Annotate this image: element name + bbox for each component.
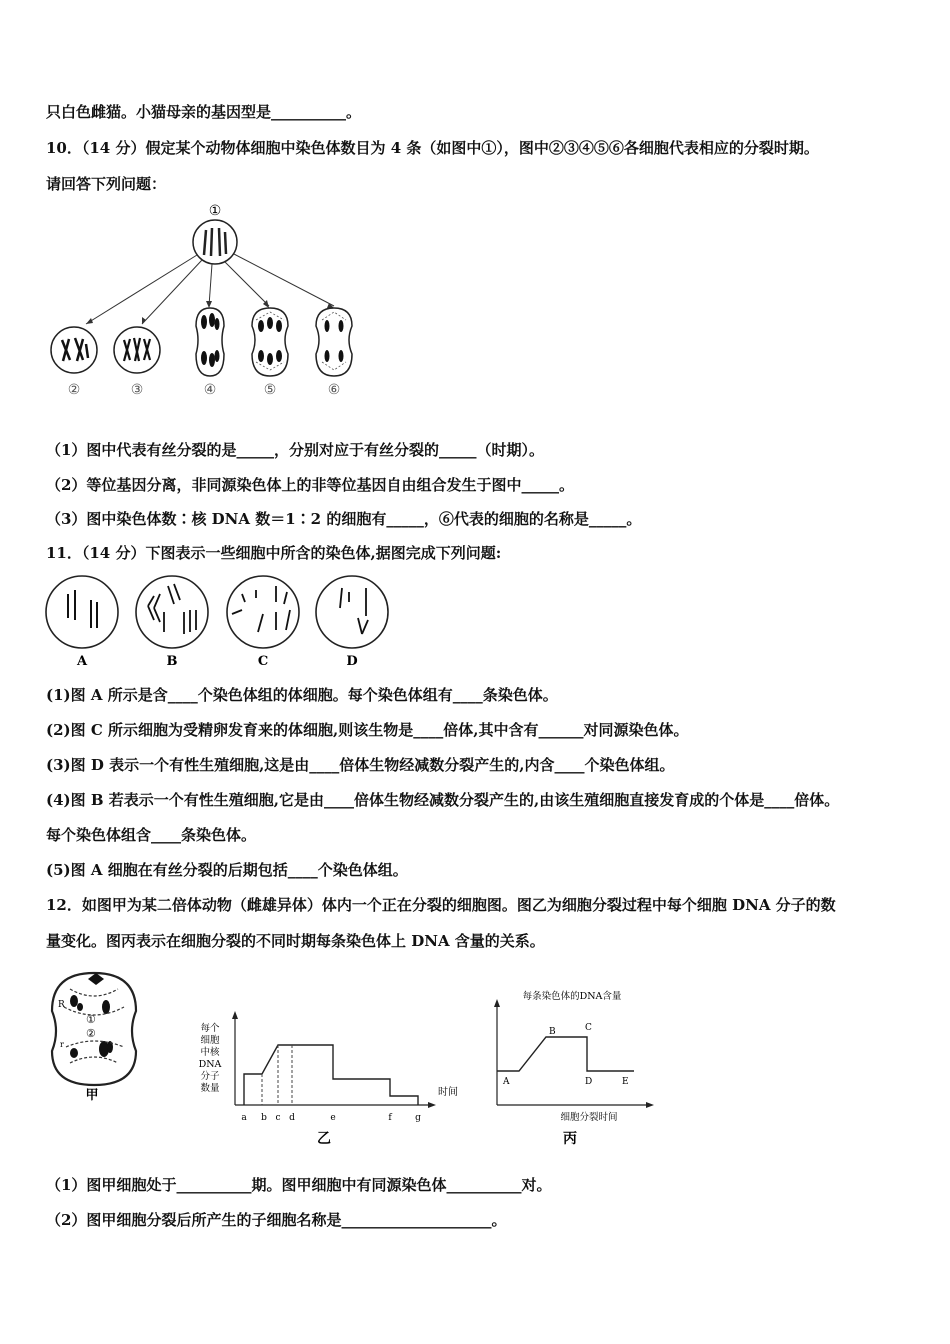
jia-label-2: ② [86, 1027, 96, 1040]
cell-1-chromosomes [204, 228, 226, 256]
jia-caption: 甲 [85, 1088, 99, 1103]
division-arrows [86, 254, 334, 324]
yi-ylabel-1: 细胞 [200, 1035, 220, 1046]
fig-label-5: ⑤ [263, 382, 277, 398]
q11-sub1: (1)图 A 所示是含____个染色体组的体细胞。每个染色体组有____条染色体。 [46, 686, 558, 704]
q10-sub2: （2）等位基因分离，非同源染色体上的非等位基因自由组合发生于图中_____。 [46, 476, 574, 494]
bing-caption: 丙 [563, 1131, 577, 1147]
yi-step-line [244, 1045, 418, 1105]
cell-3-chromosomes [124, 338, 150, 361]
yi-caption: 乙 [317, 1131, 331, 1147]
cell-5-chromosomes [256, 312, 284, 370]
yi-dna-curve [244, 1045, 418, 1105]
fig-label-2: ② [67, 382, 81, 398]
fig-label-B: B [166, 654, 178, 669]
cell-D-chromosomes [340, 588, 368, 634]
yi-tick-g: g [415, 1113, 421, 1123]
cell-B [136, 576, 208, 648]
bing-curve [497, 1037, 634, 1071]
q12-stem-line1: 12．如图甲为某二倍体动物（雌雄异体）体内一个正在分裂的细胞图。图乙为细胞分裂过程中每个细胞 DNA 分子的数 [46, 896, 836, 914]
fig-label-4: ④ [203, 382, 217, 398]
yi-ylabel-2: 中核 [200, 1047, 220, 1058]
yi-tick-e: e [330, 1113, 336, 1123]
q10-sub3: （3）图中染色体数∶核 DNA 数＝1∶2 的细胞有_____，⑥代表的细胞的名称是_____。 [46, 510, 642, 528]
q11-stem: 11．（14 分）下图表示一些细胞中所含的染色体,据图完成下列问题: [46, 544, 502, 562]
fig-label-1: ① [208, 203, 222, 219]
bing-point-D: D [585, 1077, 593, 1087]
yi-ylabel-5: 数量 [200, 1083, 220, 1094]
q10-cell-division-figure [44, 198, 374, 403]
yi-ylabel-4: 分子 [200, 1071, 220, 1082]
bing-xlabel: 细胞分裂时间 [560, 1112, 618, 1123]
cell-6 [316, 308, 352, 376]
yi-tick-b: b [261, 1113, 267, 1123]
q10-stem-line2: 请回答下列问题： [46, 175, 167, 193]
q11-sub2: (2)图 C 所示细胞为受精卵发育来的体细胞,则该生物是____倍体,其中含有______对同源染色体。 [46, 721, 689, 739]
q11-sub3: (3)图 D 表示一个有性生殖细胞,这是由____倍体生物经减数分裂产生的,内含____个染色体组。 [46, 756, 675, 774]
cell-1 [193, 220, 237, 264]
cell-D [316, 576, 388, 648]
q12-sub2: （2）图甲细胞分裂后所产生的子细胞名称是____________________。 [46, 1211, 507, 1229]
cell-A-chromosomes [68, 590, 97, 628]
jia-label-1: ① [86, 1013, 96, 1026]
cell-2-chromosomes [62, 338, 88, 361]
cell-2 [51, 327, 97, 373]
bing-ylabel: 每条染色体的DNA含量 [522, 991, 622, 1002]
figure-yi [199, 1011, 458, 1147]
q10-sub1: （1）图中代表有丝分裂的是_____，分别对应于有丝分裂的_____（时期）。 [46, 441, 544, 459]
yi-tick-c: c [275, 1113, 281, 1123]
yi-xlabel: 时间 [438, 1087, 458, 1098]
fig-label-D: D [346, 654, 358, 669]
bing-point-E: E [622, 1077, 629, 1087]
cell-B-chromosomes [148, 584, 196, 634]
q11-sub4-line2: 每个染色体组含____条染色体。 [46, 826, 257, 844]
q10-stem-line1: 10．（14 分）假定某个动物体细胞中染色体数目为 4 条（如图中①），图中②③④⑤⑥各细胞代表相应的分裂时期。 [46, 139, 819, 157]
fig-label-A: A [76, 654, 88, 669]
yi-tick-f: f [388, 1113, 392, 1123]
fig-label-C: C [257, 654, 269, 669]
yi-tick-a: a [241, 1113, 247, 1123]
jia-label-R: R [58, 1000, 65, 1010]
q11-sub4-line1: (4)图 B 若表示一个有性生殖细胞,它是由____倍体生物经减数分裂产生的,由该生殖细胞直接发育成的个体是____倍体。 [46, 791, 840, 809]
fig-label-6: ⑥ [327, 382, 341, 398]
cell-A [46, 576, 118, 648]
cell-C-chromosomes [232, 586, 290, 632]
bing-point-B: B [549, 1027, 556, 1037]
yi-ylabel-0: 每个 [200, 1023, 220, 1034]
yi-ylabel-3: DNA [198, 1059, 222, 1070]
cell-4-chromosomes [201, 313, 220, 367]
jia-label-r: r [60, 1040, 64, 1049]
q11-sub5: (5)图 A 细胞在有丝分裂的后期包括____个染色体组。 [46, 861, 408, 879]
bing-point-A: A [503, 1077, 510, 1087]
q12-figures [44, 963, 662, 1153]
bing-point-C: C [585, 1023, 592, 1033]
yi-tick-d: d [289, 1113, 295, 1123]
q12-sub1: （1）图甲细胞处于__________期。图甲细胞中有同源染色体__________对。 [46, 1176, 552, 1194]
cell-6-chromosomes [322, 312, 346, 370]
q12-stem-line2: 量变化。图丙表示在细胞分裂的不同时期每条染色体上 DNA 含量的关系。 [46, 932, 545, 950]
figure-jia [52, 973, 136, 1103]
q11-chromosome-sets-figure [44, 574, 394, 670]
q9-tail-text: 只白色雌猫。小猫母亲的基因型是__________。 [46, 103, 362, 121]
fig-label-3: ③ [130, 382, 144, 398]
figure-bing [494, 990, 654, 1147]
